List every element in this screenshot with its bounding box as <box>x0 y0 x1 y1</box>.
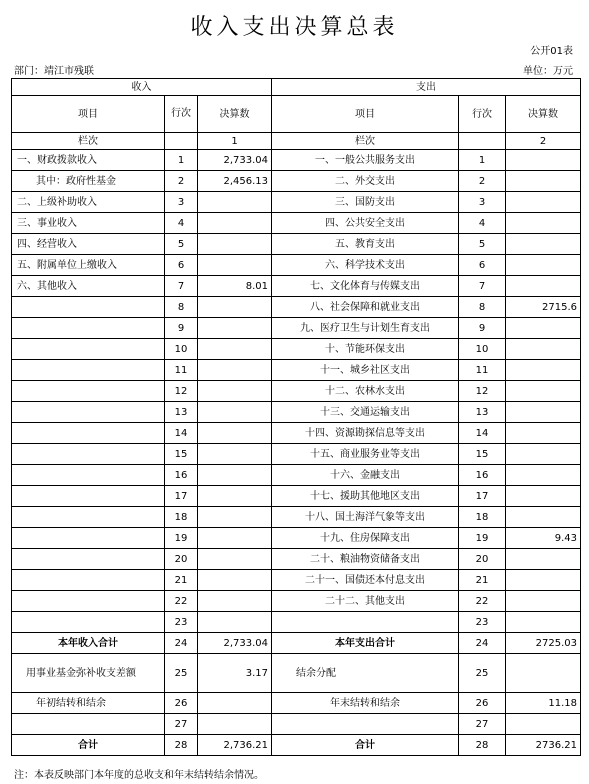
expense-row-no: 11 <box>459 360 506 381</box>
income-item <box>12 507 165 528</box>
income-row-no: 7 <box>165 276 198 297</box>
income-row-no: 3 <box>165 192 198 213</box>
income-item <box>12 549 165 570</box>
income-item: 六、其他收入 <box>12 276 165 297</box>
income-amount <box>198 486 272 507</box>
unit-label: 单位：万元 <box>523 66 573 77</box>
blank-no-left: 27 <box>165 714 198 735</box>
income-row-no: 1 <box>165 150 198 171</box>
expense-amount <box>506 255 581 276</box>
income-row-no: 10 <box>165 339 198 360</box>
expense-item: 十九、住房保障支出 <box>272 528 459 549</box>
expense-amount <box>506 150 581 171</box>
income-row-no: 14 <box>165 423 198 444</box>
income-amount <box>198 570 272 591</box>
grand-left-amount: 2,736.21 <box>198 735 272 756</box>
expense-item <box>272 612 459 633</box>
income-item: 二、上级补助收入 <box>12 192 165 213</box>
expense-amount <box>506 339 581 360</box>
expense-row-no: 4 <box>459 213 506 234</box>
budget-table <box>11 78 581 756</box>
table-row <box>12 423 581 444</box>
expense-amount <box>506 444 581 465</box>
expense-row-no: 20 <box>459 549 506 570</box>
income-row-no: 4 <box>165 213 198 234</box>
expense-item: 四、公共安全支出 <box>272 213 459 234</box>
income-row-no: 12 <box>165 381 198 402</box>
end-amount: 11.18 <box>506 693 581 714</box>
income-amount <box>198 255 272 276</box>
expense-item: 十二、农林水支出 <box>272 381 459 402</box>
grand-total-row <box>12 735 581 756</box>
table-row <box>12 570 581 591</box>
income-item <box>12 339 165 360</box>
table-row <box>12 507 581 528</box>
expense-row-no: 10 <box>459 339 506 360</box>
income-item <box>12 381 165 402</box>
expense-amount <box>506 612 581 633</box>
expense-amount-header: 决算数 <box>506 96 581 133</box>
income-col-label: 栏次 <box>12 133 165 150</box>
expense-amount <box>506 360 581 381</box>
income-item <box>12 360 165 381</box>
income-item <box>12 402 165 423</box>
income-row-no: 23 <box>165 612 198 633</box>
income-amount <box>198 528 272 549</box>
table-row <box>12 318 581 339</box>
year-income-amount: 2,733.04 <box>198 633 272 654</box>
income-col-no: 1 <box>198 133 272 150</box>
fund-amount: 3.17 <box>198 654 272 693</box>
income-amount <box>198 423 272 444</box>
table-row <box>12 444 581 465</box>
table-row <box>12 213 581 234</box>
year-expense-no: 24 <box>459 633 506 654</box>
expense-row-no: 9 <box>459 318 506 339</box>
table-row <box>12 255 581 276</box>
expense-amount <box>506 465 581 486</box>
income-header: 收入 <box>12 79 272 96</box>
table-row <box>12 591 581 612</box>
income-item <box>12 318 165 339</box>
grand-right-amount: 2736.21 <box>506 735 581 756</box>
table-row <box>12 297 581 318</box>
expense-item: 十五、商业服务业等支出 <box>272 444 459 465</box>
income-row-no: 2 <box>165 171 198 192</box>
expense-amount <box>506 171 581 192</box>
expense-col-no: 2 <box>506 133 581 150</box>
income-item <box>12 465 165 486</box>
expense-item: 二十二、其他支出 <box>272 591 459 612</box>
expense-amount: 2715.6 <box>506 297 581 318</box>
begin-amount <box>198 693 272 714</box>
income-amount <box>198 465 272 486</box>
expense-item: 十、节能环保支出 <box>272 339 459 360</box>
expense-amount <box>506 591 581 612</box>
income-row-no: 17 <box>165 486 198 507</box>
grand-right-no: 28 <box>459 735 506 756</box>
year-expense-amount: 2725.03 <box>506 633 581 654</box>
expense-amount <box>506 402 581 423</box>
income-row-no: 15 <box>165 444 198 465</box>
begin-label: 年初结转和结余 <box>12 693 165 714</box>
expense-item: 十四、资源勘探信息等支出 <box>272 423 459 444</box>
income-row-no: 9 <box>165 318 198 339</box>
income-item <box>12 591 165 612</box>
table-row <box>12 192 581 213</box>
expense-row-no: 14 <box>459 423 506 444</box>
page-title: 收入支出决算总表 <box>190 15 399 40</box>
expense-rowno-header: 行次 <box>459 96 506 133</box>
income-item <box>12 528 165 549</box>
expense-row-no: 19 <box>459 528 506 549</box>
expense-row-no: 12 <box>459 381 506 402</box>
expense-row-no: 21 <box>459 570 506 591</box>
table-row <box>12 612 581 633</box>
expense-item: 二十、粮油物资储备支出 <box>272 549 459 570</box>
table-row <box>12 150 581 171</box>
expense-row-no: 16 <box>459 465 506 486</box>
expense-item: 二、外交支出 <box>272 171 459 192</box>
income-item <box>12 297 165 318</box>
income-row-no: 20 <box>165 549 198 570</box>
column-number-row <box>12 133 581 150</box>
income-amount <box>198 549 272 570</box>
table-row <box>12 549 581 570</box>
income-amount <box>198 192 272 213</box>
income-amount <box>198 213 272 234</box>
income-item: 三、事业收入 <box>12 213 165 234</box>
income-item: 四、经营收入 <box>12 234 165 255</box>
expense-col-label: 栏次 <box>272 133 459 150</box>
expense-row-no: 15 <box>459 444 506 465</box>
section-header-row <box>12 79 581 96</box>
surplus-amount <box>506 654 581 693</box>
fund-label: 用事业基金弥补收支差额 <box>12 654 165 693</box>
expense-amount <box>506 192 581 213</box>
expense-amount <box>506 486 581 507</box>
expense-item: 十一、城乡社区支出 <box>272 360 459 381</box>
income-amount: 8.01 <box>198 276 272 297</box>
expense-row-no: 6 <box>459 255 506 276</box>
expense-row-no: 17 <box>459 486 506 507</box>
expense-item: 十七、援助其他地区支出 <box>272 486 459 507</box>
expense-amount <box>506 276 581 297</box>
income-item <box>12 423 165 444</box>
expense-row-no: 1 <box>459 150 506 171</box>
fund-no: 25 <box>165 654 198 693</box>
table-row <box>12 528 581 549</box>
department-label: 部门：靖江市残联 <box>14 66 94 77</box>
income-item: 五、附属单位上缴收入 <box>12 255 165 276</box>
income-item <box>12 444 165 465</box>
end-no: 26 <box>459 693 506 714</box>
income-row-no: 11 <box>165 360 198 381</box>
expense-item: 十六、金融支出 <box>272 465 459 486</box>
income-amount <box>198 444 272 465</box>
grand-left-label: 合计 <box>12 735 165 756</box>
expense-row-no: 13 <box>459 402 506 423</box>
expense-item: 二十一、国债还本付息支出 <box>272 570 459 591</box>
expense-item: 一、一般公共服务支出 <box>272 150 459 171</box>
income-row-no: 8 <box>165 297 198 318</box>
expense-item: 十八、国土海洋气象等支出 <box>272 507 459 528</box>
expense-row-no: 5 <box>459 234 506 255</box>
income-amount: 2,733.04 <box>198 150 272 171</box>
fund-row <box>12 654 581 693</box>
expense-amount <box>506 213 581 234</box>
income-amount <box>198 234 272 255</box>
expense-item: 八、社会保障和就业支出 <box>272 297 459 318</box>
expense-col-blank <box>459 133 506 150</box>
expense-amount <box>506 423 581 444</box>
income-rowno-header: 行次 <box>165 96 198 133</box>
form-number: 公开01表 <box>530 46 573 57</box>
table-row <box>12 381 581 402</box>
income-item: 一、财政拨款收入 <box>12 150 165 171</box>
income-amount <box>198 591 272 612</box>
expense-item: 三、国防支出 <box>272 192 459 213</box>
expense-item-header: 项目 <box>272 96 459 133</box>
income-row-no: 6 <box>165 255 198 276</box>
income-item <box>12 612 165 633</box>
expense-row-no: 2 <box>459 171 506 192</box>
year-income-no: 24 <box>165 633 198 654</box>
income-row-no: 18 <box>165 507 198 528</box>
income-row-no: 16 <box>165 465 198 486</box>
expense-item: 十三、交通运输支出 <box>272 402 459 423</box>
expense-item: 七、文化体育与传媒支出 <box>272 276 459 297</box>
income-row-no: 19 <box>165 528 198 549</box>
year-expense-label: 本年支出合计 <box>272 633 459 654</box>
income-amount <box>198 381 272 402</box>
income-item <box>12 486 165 507</box>
income-item: 其中：政府性基金 <box>12 171 165 192</box>
carryover-row <box>12 693 581 714</box>
income-amount: 2,456.13 <box>198 171 272 192</box>
footnote: 注：本表反映部门本年度的总收支和年末结转结余情况。 <box>14 770 264 781</box>
income-amount <box>198 507 272 528</box>
expense-row-no: 7 <box>459 276 506 297</box>
table-row <box>12 234 581 255</box>
income-row-no: 21 <box>165 570 198 591</box>
income-amount <box>198 318 272 339</box>
grand-right-label: 合计 <box>272 735 459 756</box>
income-col-blank <box>165 133 198 150</box>
table-row <box>12 360 581 381</box>
end-label: 年末结转和结余 <box>272 693 459 714</box>
expense-item: 五、教育支出 <box>272 234 459 255</box>
column-header-row <box>12 96 581 133</box>
income-amount-header: 决算数 <box>198 96 272 133</box>
grand-left-no: 28 <box>165 735 198 756</box>
expense-row-no: 3 <box>459 192 506 213</box>
expense-item: 六、科学技术支出 <box>272 255 459 276</box>
income-item-header: 项目 <box>12 96 165 133</box>
income-amount <box>198 339 272 360</box>
expense-header: 支出 <box>272 79 581 96</box>
data-rows <box>12 150 581 633</box>
table-row <box>12 402 581 423</box>
surplus-label: 结余分配 <box>272 654 459 693</box>
income-amount <box>198 297 272 318</box>
table-row <box>12 339 581 360</box>
expense-amount <box>506 570 581 591</box>
year-total-row <box>12 633 581 654</box>
expense-row-no: 18 <box>459 507 506 528</box>
income-row-no: 5 <box>165 234 198 255</box>
expense-amount <box>506 234 581 255</box>
table-row <box>12 171 581 192</box>
expense-row-no: 8 <box>459 297 506 318</box>
blank-no-right: 27 <box>459 714 506 735</box>
surplus-no: 25 <box>459 654 506 693</box>
table-row <box>12 486 581 507</box>
begin-no: 26 <box>165 693 198 714</box>
blank-row <box>12 714 581 735</box>
expense-amount: 9.43 <box>506 528 581 549</box>
income-amount <box>198 612 272 633</box>
expense-amount <box>506 381 581 402</box>
income-amount <box>198 360 272 381</box>
expense-item: 九、医疗卫生与计划生育支出 <box>272 318 459 339</box>
table-row <box>12 276 581 297</box>
expense-row-no: 22 <box>459 591 506 612</box>
income-row-no: 22 <box>165 591 198 612</box>
year-income-label: 本年收入合计 <box>12 633 165 654</box>
table-row <box>12 465 581 486</box>
income-item <box>12 570 165 591</box>
expense-amount <box>506 507 581 528</box>
income-amount <box>198 402 272 423</box>
expense-amount <box>506 318 581 339</box>
income-row-no: 13 <box>165 402 198 423</box>
expense-row-no: 23 <box>459 612 506 633</box>
expense-amount <box>506 549 581 570</box>
